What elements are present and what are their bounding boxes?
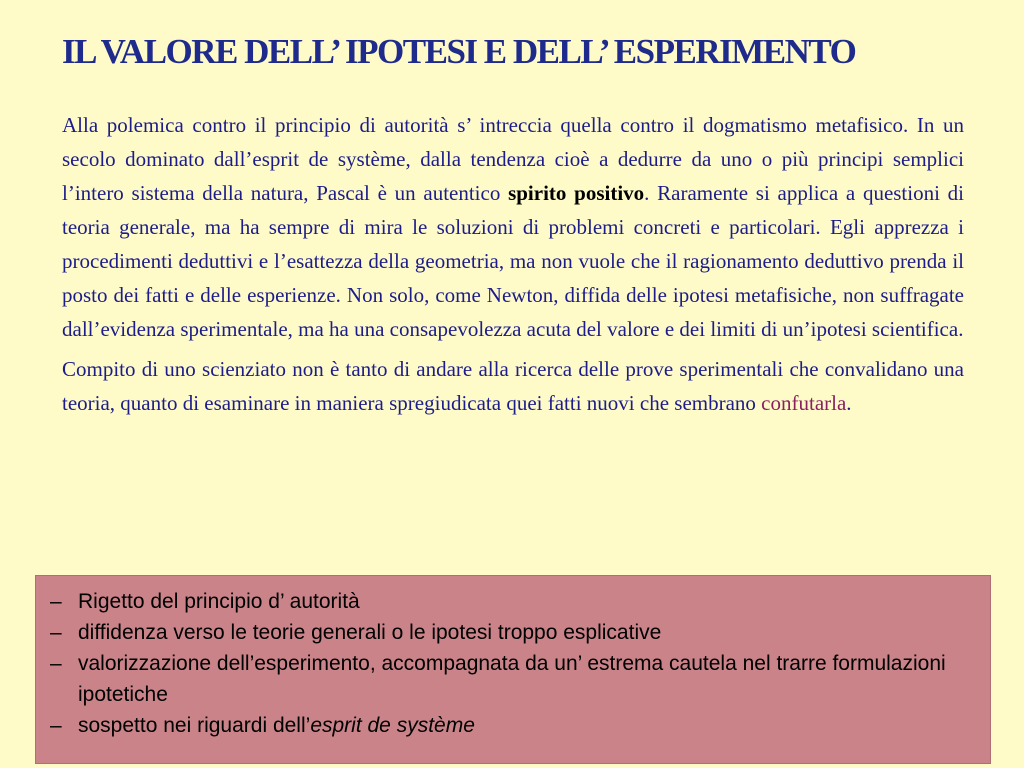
summary-box bbox=[35, 575, 991, 764]
dash-bullet: – bbox=[50, 714, 62, 737]
paragraph-2-end: . bbox=[846, 391, 852, 415]
paragraph-1-text-a: Alla polemica contro il principio di autorità s’ intreccia quella contro il dogmatismo metafisico. In un secolo dominato dall’esprit de système, dalla tendenza cioè a dedurre da uno o più principi semplici l’intero sistema della natura, Pascal è un autentico bbox=[62, 113, 964, 205]
dash-bullet: – bbox=[50, 621, 62, 644]
summary-item-text-plain: sospetto nei riguardi dell’ bbox=[78, 714, 311, 737]
summary-item bbox=[46, 710, 976, 741]
dash-bullet: – bbox=[50, 590, 62, 613]
paragraph-2 bbox=[62, 352, 964, 420]
summary-item-text: Rigetto del principio d’ autorità bbox=[78, 590, 360, 613]
summary-list bbox=[36, 576, 990, 741]
paragraph-2-accent: confutarla bbox=[761, 391, 847, 415]
paragraph-1-bold: spirito positivo bbox=[508, 181, 645, 205]
paragraph-2-text: Compito di uno scienziato non è tanto di andare alla ricerca delle prove sperimentali che convalidano una teoria, quanto di esaminare in maniera spregiudicata quei fatti nuovi che sembrano bbox=[62, 357, 964, 415]
slide-title: IL VALORE DELL’ IPOTESI E DELL’ ESPERIMENTO bbox=[62, 32, 856, 71]
body-text bbox=[62, 108, 964, 426]
summary-item bbox=[46, 617, 976, 648]
summary-item-text bbox=[78, 710, 475, 741]
paragraph-1 bbox=[62, 108, 964, 346]
summary-item bbox=[46, 586, 976, 617]
paragraph-1-text-b: . Raramente si applica a questioni di teoria generale, ma ha sempre di mira le soluzioni di problemi concreti e particolari. Egli apprezza i procedimenti deduttivi e l’esattezza della geometria, ma non vuole che il ragionamento deduttivo prenda il posto dei fatti e delle esperienze. Non solo, come Newton, diffida delle ipotesi metafisiche, non suffragate dall’evidenza sperimentale, ma ha una consapevolezza acuta del valore e dei limiti di un’ipotesi scientifica. bbox=[62, 181, 964, 341]
summary-item-text: valorizzazione dell’esperimento, accompagnata da un’ estrema cautela nel trarre formulazioni ipotetiche bbox=[78, 652, 946, 706]
summary-item bbox=[46, 648, 976, 710]
summary-item-text: diffidenza verso le teorie generali o le ipotesi troppo esplicative bbox=[78, 621, 662, 644]
dash-bullet: – bbox=[50, 652, 62, 675]
summary-item-text-italic: esprit de système bbox=[310, 714, 475, 737]
